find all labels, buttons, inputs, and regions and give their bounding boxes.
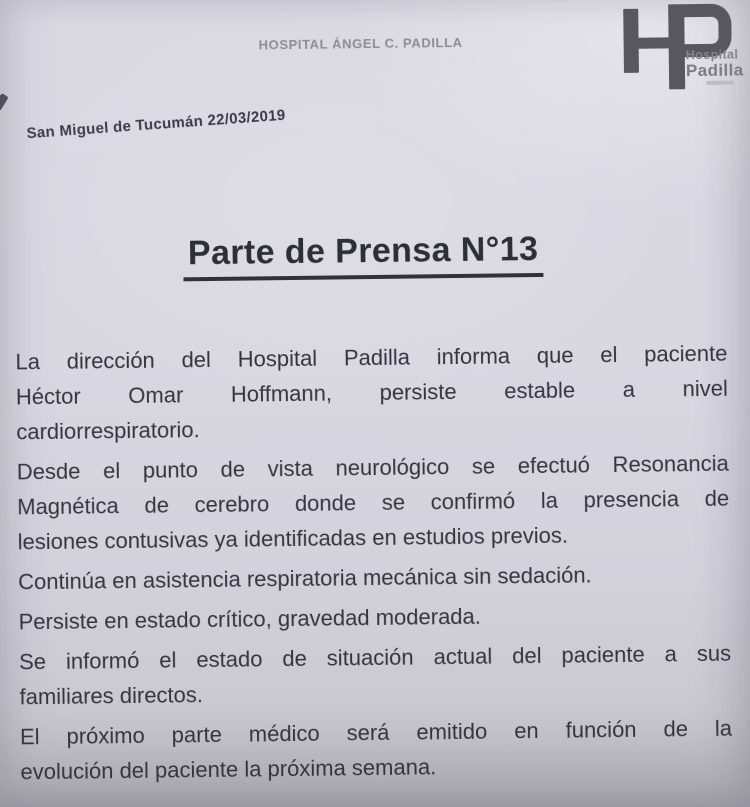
paragraph-line: Persiste en estado crítico, gravedad moderada. [18,603,482,635]
logo-p-stem-icon [668,4,685,89]
logo-text-hospital: Hospital [685,47,739,63]
logo-fine-print [706,81,734,85]
paragraph-line: Desde el punto de vista neurológico se efectuó Resonancia [16,450,729,485]
paragraph-line: cardiorrespiratorio. [16,417,200,445]
paragraph-line: Magnética de cerebro donde se confirmó la presencia de [17,485,730,520]
paragraph-line: Héctor Omar Hoffmann, persiste estable a nivel [15,375,728,410]
paragraph-line: evolución del paciente la próxima semana. [20,754,437,785]
paragraph-line: familiares directos. [19,682,204,710]
paragraph-line: Se informó el estado de situación actual del paciente a sus [18,640,732,675]
paragraph [19,636,732,715]
paragraph-line: Continúa en asistencia respiratoria mecánica sin sedación. [17,562,592,595]
paragraph [18,596,730,640]
title-row [0,227,748,283]
paragraph [18,556,730,600]
hospital-padilla-logo [621,3,742,96]
paragraph-line: El próximo parte médico será emitido en función de la [19,715,733,750]
paragraph [17,446,730,560]
dateline: San Miguel de Tucumán 22/03/2019 [26,106,287,143]
paragraph-line: La dirección del Hospital Padilla informa que el paciente [15,340,728,375]
logo-h-bar-icon [623,9,639,73]
paragraph [15,336,728,450]
hospital-name-header: HOSPITAL ÁNGEL C. PADILLA [258,34,463,53]
press-body [15,336,732,795]
logo-text-padilla: Padilla [685,60,744,81]
paragraph [20,711,733,790]
paragraph-line: lesiones contusivas ya identificadas en estudios previos. [17,522,569,555]
page-title: Parte de Prensa N°13 [183,230,544,281]
logo-crossbar-icon [639,37,670,48]
